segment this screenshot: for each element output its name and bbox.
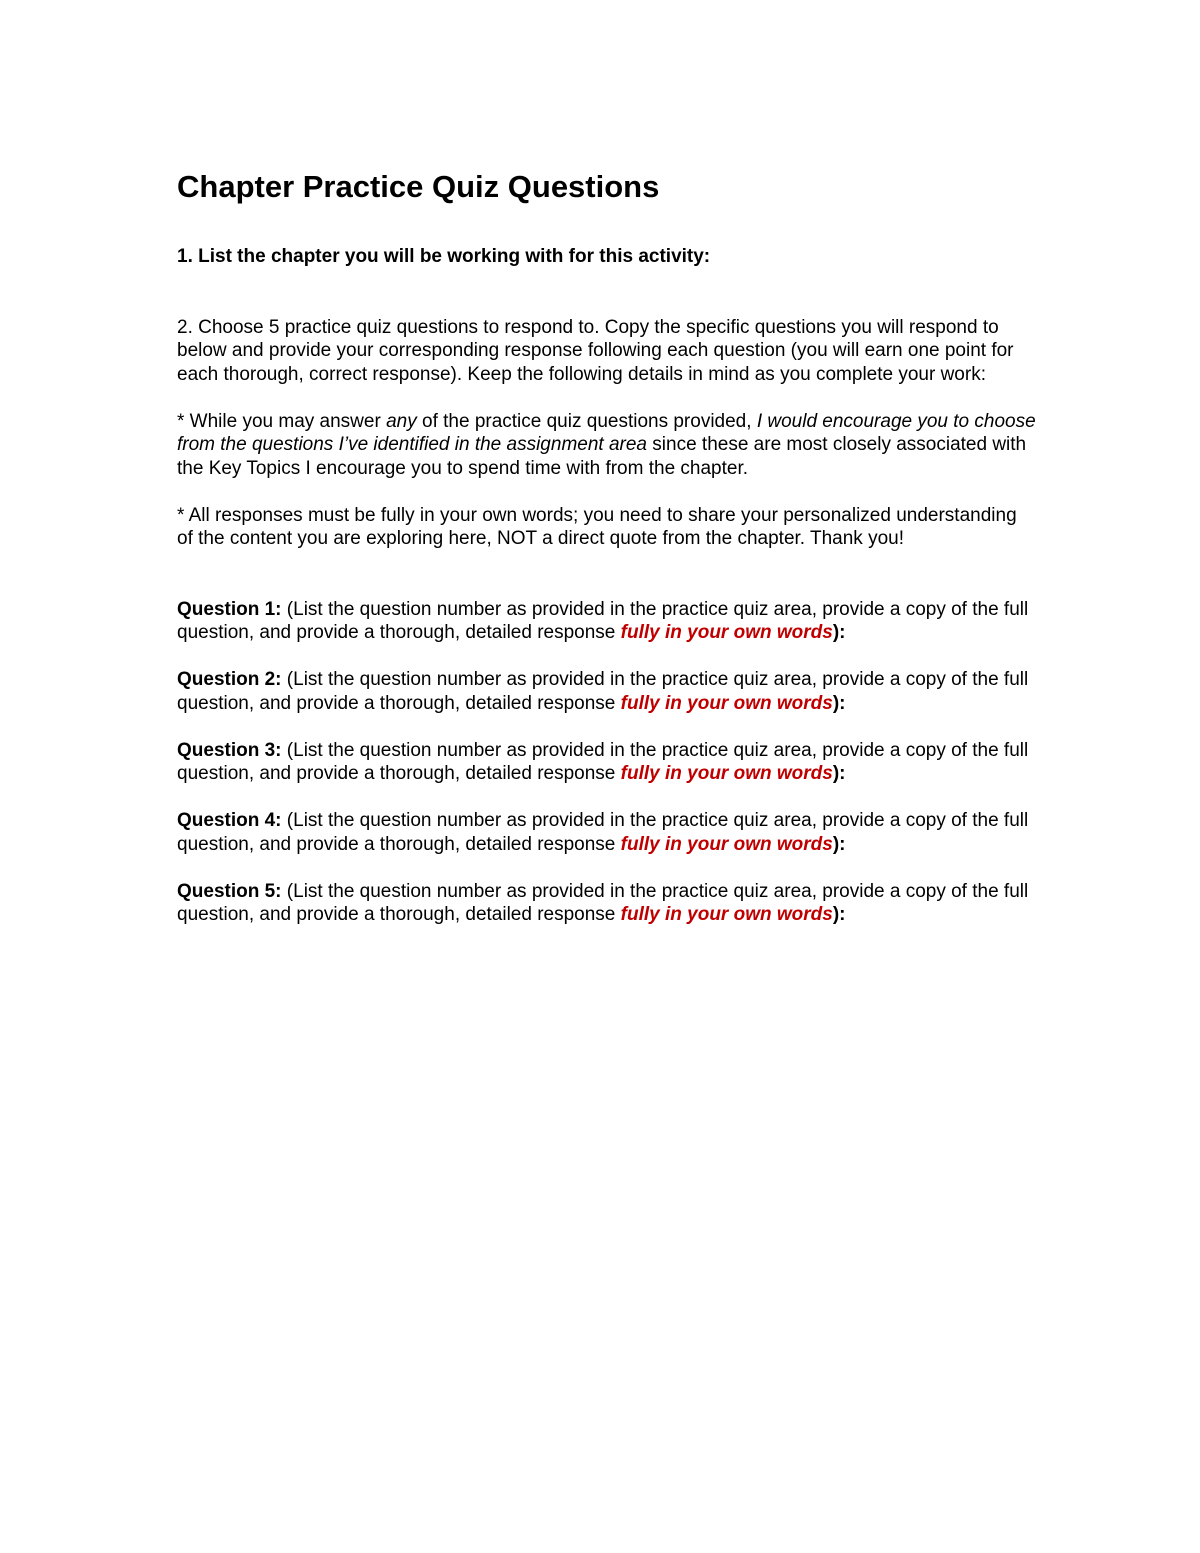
- question-label: Question 4:: [177, 810, 282, 831]
- note-bullet-1-text-a: * While you may answer: [177, 410, 387, 432]
- instruction-item-2: 2. Choose 5 practice quiz questions to respond to. Copy the specific questions you will respond to below and provide your corresponding response following each question (you will earn one point for each thorough, correct response). Keep the following details in mind as you complete your work:: [177, 316, 1014, 385]
- question-closing: ):: [832, 763, 846, 784]
- question-label: Question 5:: [177, 880, 282, 902]
- question-label: Question 2:: [177, 669, 282, 690]
- question-emphasis: fully in your own words: [620, 833, 833, 855]
- question-label: Question 1:: [177, 598, 282, 620]
- question-instructions: (List the question number as provided in the practice quiz area, provide a copy of the full question, and provide a thorough, detailed response: [177, 669, 1029, 714]
- question-block-5: [177, 880, 1037, 927]
- document-title: Chapter Practice Quiz Questions: [177, 169, 660, 204]
- question-block-1: [177, 598, 1037, 645]
- question-closing: ):: [832, 622, 846, 643]
- note-bullet-1-emphasis-encourage: I would encourage you to choose from the questions I’ve identified in the assignment area: [177, 410, 1036, 455]
- question-closing: ):: [832, 904, 846, 925]
- question-block-3: [177, 739, 1037, 786]
- question-instructions: (List the question number as provided in the practice quiz area, provide a copy of the full question, and provide a thorough, detailed response: [177, 598, 1029, 643]
- question-instructions: (List the question number as provided in the practice quiz area, provide a copy of the full question, and provide a thorough, detailed response: [177, 880, 1029, 925]
- note-bullet-2: * All responses must be fully in your own words; you need to share your personalized understanding of the content you are exploring here, NOT a direct quote from the chapter. Thank you!: [177, 504, 1017, 549]
- instruction-item-1: 1. List the chapter you will be working with for this activity:: [177, 246, 711, 267]
- document-body: [177, 168, 1037, 950]
- note-bullet-1: [177, 410, 1037, 481]
- note-bullet-1-text-b: of the practice quiz questions provided,: [416, 410, 757, 432]
- note-bullet-1-emphasis-any: any: [386, 410, 417, 432]
- question-block-4: [177, 809, 1037, 856]
- question-emphasis: fully in your own words: [620, 904, 833, 925]
- question-instructions: (List the question number as provided in the practice quiz area, provide a copy of the full question, and provide a thorough, detailed response: [177, 739, 1029, 784]
- question-emphasis: fully in your own words: [620, 622, 833, 643]
- question-closing: ):: [832, 833, 846, 855]
- question-emphasis: fully in your own words: [620, 692, 833, 714]
- question-emphasis: fully in your own words: [620, 763, 833, 784]
- question-label: Question 3:: [177, 739, 282, 761]
- question-closing: ):: [832, 692, 846, 714]
- note-bullet-1-text-c: since these are most closely associated with the Key Topics I encourage you to spend time with from the chapter.: [177, 434, 1027, 479]
- question-block-2: [177, 668, 1037, 715]
- question-instructions: (List the question number as provided in the practice quiz area, provide a copy of the full question, and provide a thorough, detailed response: [177, 810, 1029, 855]
